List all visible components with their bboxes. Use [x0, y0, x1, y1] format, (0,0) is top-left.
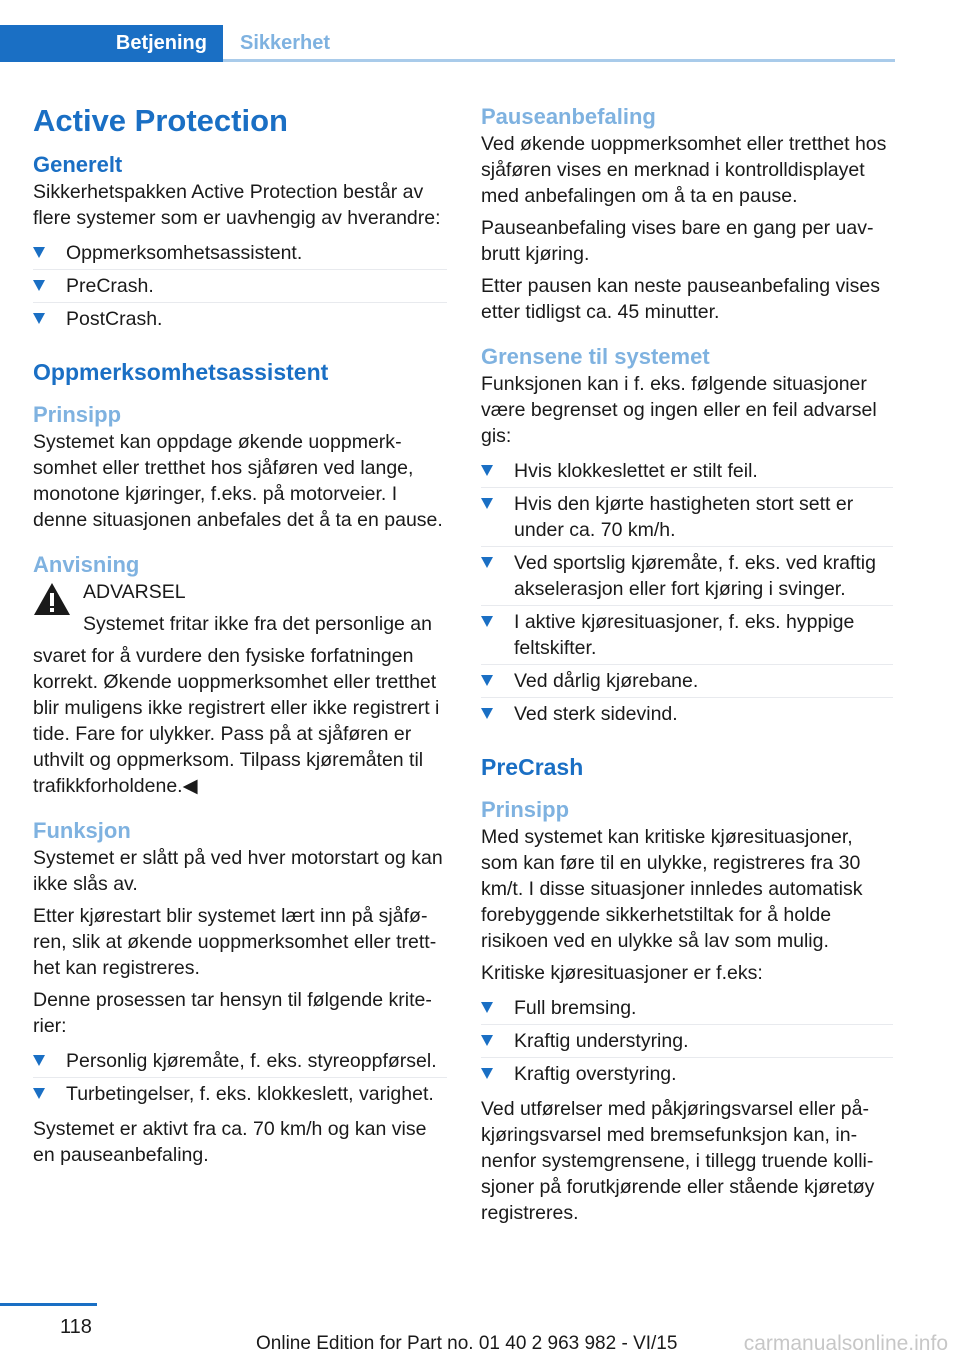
list-item: [481, 455, 893, 488]
pause-p2: Pauseanbefaling vises bare en gang per uavbrutt kjøring.: [481, 217, 874, 265]
triangle-bullet-icon: [481, 1068, 493, 1079]
triangle-bullet-icon: [481, 1035, 493, 1046]
generelt-text: Sikkerhetspakken Active Protection består av flere systemer som er uavhengig av hverandre:: [33, 181, 441, 229]
precrash-p1: Med systemet kan kritiske kjøresituasjoner, som kan føre til en ulykke, registreres fra 30 km/t. I disse situasjoner innledes automatisk forebyggende sikkerhetstiltak for å holde risikoen ved en ulykke så lav som mulig.: [481, 826, 863, 952]
list-item: [33, 270, 447, 303]
grensene-heading: Grensene til systemet: [481, 344, 710, 369]
triangle-bullet-icon: [481, 675, 493, 686]
triangle-bullet-icon: [481, 557, 493, 568]
funksjon-p3: Denne prosessen tar hensyn til følgende kriterier:: [33, 989, 432, 1037]
right-column: [481, 95, 893, 1232]
criteria-list: [33, 1045, 447, 1110]
edition-text: Online Edition for Part no. 01 40 2 963 982 - VI/15: [256, 1333, 678, 1354]
limits-list: [481, 455, 893, 730]
list-item: [481, 1058, 893, 1090]
triangle-bullet-icon: [481, 498, 493, 509]
prinsipp-heading: Prinsipp: [33, 402, 122, 427]
warning-label: ADVARSEL: [83, 581, 186, 603]
funksjon-heading: Funksjon: [33, 818, 131, 843]
list-item: [33, 237, 447, 270]
funksjon-p2: Etter kjørestart blir systemet lært inn på sjåføren, slik at økende uoppmerksomhet eller tretthet kan registreres.: [33, 905, 437, 979]
list-item-text: Full bremsing.: [514, 997, 637, 1019]
warning-triangle-icon: [33, 582, 71, 616]
pause-p3: Etter pausen kan neste pauseanbefaling vises etter tidligst ca. 45 minutter.: [481, 275, 880, 323]
list-item-text: Ved sterk sidevind.: [514, 703, 678, 725]
list-item: [33, 303, 447, 335]
funksjon-p4: Systemet er aktivt fra ca. 70 km/h og kan vise en pauseanbefaling.: [33, 1118, 427, 1166]
list-item: [33, 1045, 447, 1078]
list-item: [33, 1078, 447, 1110]
list-item-text: Ved dårlig kjørebane.: [514, 670, 699, 692]
warning-block: [33, 579, 447, 637]
precrash-p3: Ved utførelser med påkjøringsvarsel eller påkjøringsvarsel med bremsefunksjon kan, innenfor systemgrensene, i tillegg truende kollisjoner på forutkjørende eller stående kjøretøy registreres.: [481, 1098, 875, 1224]
list-item-text: PreCrash.: [66, 275, 154, 297]
precrash-p2: Kritiske kjøresituasjoner er f.eks:: [481, 962, 763, 984]
watermark: carmanualsonline.info: [743, 1332, 948, 1355]
list-item-text: Hvis den kjørte hastigheten stort sett er under ca. 70 km/h.: [514, 493, 854, 541]
list-item-text: Ved sportslig kjøremåte, f. eks. ved kraftig akselerasjon eller fort kjøring i svinger.: [514, 552, 876, 600]
generelt-heading: Generelt: [33, 152, 123, 177]
pause-p1: Ved økende uoppmerksomhet eller tretthet hos sjåføren vises en merknad i kontrolldisplayet med anbefalingen om å ta en pause.: [481, 133, 887, 207]
section-heading: Oppmerksomhetsassistent: [33, 359, 329, 385]
list-item-text: Kraftig overstyring.: [514, 1063, 677, 1085]
anvisning-heading: Anvisning: [33, 552, 140, 577]
triangle-bullet-icon: [33, 1055, 45, 1066]
list-item-text: Turbetingelser, f. eks. klokkeslett, varighet.: [66, 1083, 434, 1105]
precrash-heading: PreCrash: [481, 754, 584, 780]
funksjon-p1: Systemet er slått på ved hver motorstart og kan ikke slås av.: [33, 847, 443, 895]
triangle-bullet-icon: [33, 247, 45, 258]
list-item-text: Hvis klokkeslettet er stilt feil.: [514, 460, 758, 482]
triangle-bullet-icon: [481, 708, 493, 719]
list-item-text: Oppmerksomhetsassistent.: [66, 242, 303, 264]
page-title: Active Protection: [33, 103, 288, 138]
triangle-bullet-icon: [33, 280, 45, 291]
tab-divider: [223, 59, 895, 62]
triangle-bullet-icon: [481, 616, 493, 627]
triangle-bullet-icon: [33, 313, 45, 324]
list-item-text: PostCrash.: [66, 308, 163, 330]
list-item-text: Kraftig understyring.: [514, 1030, 689, 1052]
prinsipp-text: Systemet kan oppdage økende uoppmerksomhet eller tretthet hos sjåføren ved lange, monotone kjøringer, f.eks. på motorveier. I denne situasjonen anbefales det å ta en pause.: [33, 431, 443, 531]
grensene-text: Funksjonen kan i f. eks. følgende situasjoner være begrenset og ingen eller en feil advarsel gis:: [481, 373, 877, 447]
triangle-bullet-icon: [33, 1088, 45, 1099]
list-item-text: I aktive kjøresituasjoner, f. eks. hyppige feltskifter.: [514, 611, 855, 659]
tab-sikkerhet[interactable]: Sikkerhet: [240, 32, 331, 54]
list-item-text: Personlig kjøremåte, f. eks. styreoppførsel.: [66, 1050, 437, 1072]
pause-heading: Pauseanbefaling: [481, 104, 656, 129]
tab-betjening[interactable]: Betjening: [0, 25, 223, 62]
list-item: [481, 1025, 893, 1058]
list-item: [481, 698, 893, 730]
precrash-prinsipp-heading: Prinsipp: [481, 797, 570, 822]
critical-list: [481, 992, 893, 1090]
list-item: [481, 606, 893, 665]
list-item: [481, 992, 893, 1025]
page-number: 118: [60, 1316, 92, 1338]
triangle-bullet-icon: [481, 465, 493, 476]
systems-list: [33, 237, 447, 335]
footer-rule: [0, 1303, 97, 1306]
warning-text: svaret for å vurdere den fysiske forfatningen korrekt. Økende uoppmerksomhet eller tretthet blir muligens ikke registrert eller ikke registrert i tide. Fare for ulykker. Pass på at sjåføren er uthvilt og oppmerksom. Tilpass kjøremåten til trafikkforholdene.◀: [33, 645, 440, 797]
chapter-tabs: [0, 25, 895, 62]
list-item: [481, 547, 893, 606]
list-item: [481, 665, 893, 698]
warning-intro: Systemet fritar ikke fra det personlige an: [83, 613, 432, 635]
left-column: [33, 95, 447, 1174]
list-item: [481, 488, 893, 547]
triangle-bullet-icon: [481, 1002, 493, 1013]
